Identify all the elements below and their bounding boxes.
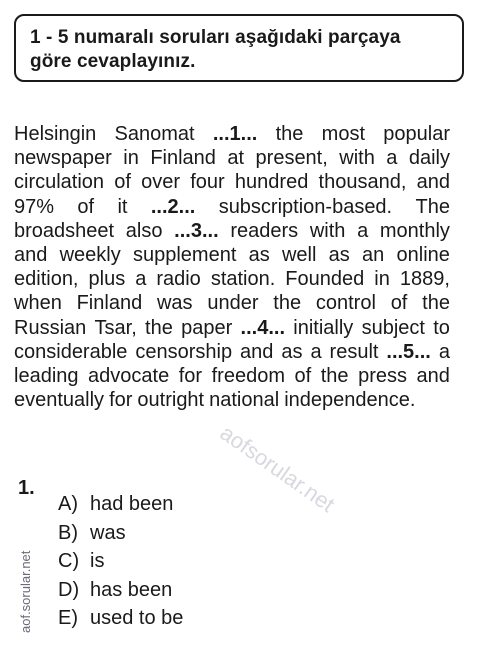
passage-word: Russian: [14, 316, 87, 339]
passage-word: station.: [210, 268, 276, 291]
option-letter: D): [58, 578, 80, 601]
passage-word: daily: [408, 147, 450, 170]
option-text: has been: [90, 578, 173, 601]
passage-word: over: [141, 171, 181, 194]
passage-word: as: [328, 244, 350, 267]
passage-word: ...3...: [174, 219, 219, 242]
passage-line: [14, 340, 450, 364]
option-letter: C): [58, 550, 80, 572]
passage-word: initially: [293, 316, 354, 339]
passage-word: Helsingin: [14, 123, 97, 145]
passage-word: the: [422, 292, 450, 315]
passage-word: radio: [156, 268, 201, 291]
passage-word: advocate: [88, 365, 170, 388]
option-c[interactable]: [58, 550, 183, 579]
passage-word: Sanomat: [114, 123, 195, 145]
passage-word: for: [178, 365, 203, 388]
passage-word: 1889,: [399, 268, 450, 291]
passage-word: with: [339, 147, 375, 170]
passage-word: of: [390, 292, 408, 315]
passage-word: monthly: [379, 219, 450, 242]
passage-word: and: [14, 244, 48, 267]
passage-word: considerable: [14, 340, 128, 363]
option-b[interactable]: [58, 522, 183, 551]
passage-word: result: [329, 340, 379, 363]
option-a[interactable]: [58, 493, 183, 522]
passage-word: press: [358, 365, 407, 388]
passage-word: as: [281, 340, 303, 363]
passage-word: The: [415, 195, 450, 218]
passage-word: and: [240, 340, 274, 363]
passage-word: ...5...: [386, 340, 431, 363]
passage-word: the: [273, 292, 302, 315]
passage-line: [14, 122, 450, 146]
option-text: is: [90, 550, 105, 572]
passage-word: plus: [88, 268, 126, 291]
passage-word: of: [294, 365, 312, 388]
option-letter: E): [58, 607, 78, 629]
passage-word: a: [135, 268, 147, 291]
passage-word: in: [123, 147, 139, 170]
passage-word: and: [416, 365, 450, 388]
passage-word: was: [156, 292, 193, 315]
option-e[interactable]: [58, 607, 183, 636]
passage-word: outright: [137, 389, 205, 412]
passage-word: ...1...: [212, 123, 258, 145]
option-letter: B): [58, 521, 78, 544]
reading-passage: [14, 122, 450, 412]
passage-line: [14, 364, 450, 388]
passage-word: popular: [383, 123, 450, 145]
passage-word: hundred: [234, 171, 309, 194]
passage-word: supplement: [132, 244, 237, 267]
passage-line: [14, 316, 450, 340]
option-text: had been: [90, 493, 174, 515]
passage-word: paper: [181, 316, 233, 339]
passage-word: the: [320, 365, 349, 388]
passage-word: with: [309, 219, 346, 242]
passage-word: a: [386, 147, 398, 170]
watermark-side: aof.sorular.net: [18, 550, 33, 633]
passage-word: national: [209, 389, 280, 412]
passage-line: [14, 291, 450, 315]
passage-word: subject: [361, 316, 425, 339]
passage-word: a: [357, 219, 369, 242]
passage-word: 97%: [14, 195, 55, 218]
option-text: used to be: [90, 607, 184, 629]
passage-word: readers: [230, 219, 299, 242]
instruction-box: [14, 14, 464, 82]
passage-word: independence.: [284, 389, 416, 412]
passage-word: four: [190, 171, 225, 194]
passage-line: [14, 170, 450, 194]
passage-word: it: [117, 195, 128, 218]
passage-line: [14, 195, 450, 219]
passage-word: to: [433, 316, 450, 339]
passage-word: a: [438, 340, 450, 363]
passage-word: circulation: [14, 171, 105, 194]
answer-options: [58, 493, 183, 636]
passage-word: Founded: [285, 268, 365, 291]
passage-word: for: [109, 389, 133, 412]
passage-word: subscription-based.: [218, 195, 393, 218]
passage-word: ...2...: [150, 195, 196, 218]
passage-line: [14, 243, 450, 267]
passage-word: weekly: [59, 244, 121, 267]
passage-word: online: [396, 244, 450, 267]
passage-word: the: [275, 123, 304, 145]
passage-word: and: [416, 171, 450, 194]
passage-line: [14, 388, 450, 412]
passage-word: eventually: [14, 389, 105, 412]
passage-word: thousand,: [318, 171, 407, 194]
passage-word: newspaper: [14, 147, 112, 170]
passage-line: [14, 146, 450, 170]
passage-word: most: [321, 123, 366, 145]
passage-word: broadsheet: [14, 219, 115, 242]
passage-word: freedom: [211, 365, 285, 388]
passage-word: an: [362, 244, 385, 267]
option-text: was: [90, 521, 126, 544]
passage-word: of: [77, 195, 95, 218]
instruction-line-2: göre cevaplayınız.: [30, 51, 196, 72]
passage-word: ...4...: [240, 316, 286, 339]
passage-word: censorship: [135, 340, 233, 363]
question-number: 1.: [18, 477, 35, 499]
passage-word: in: [374, 268, 390, 291]
passage-word: Finland: [76, 292, 143, 315]
passage-word: present,: [255, 147, 328, 170]
passage-word: at: [227, 147, 245, 170]
passage-word: Tsar,: [94, 316, 137, 339]
passage-word: also: [125, 219, 163, 242]
passage-word: under: [207, 292, 259, 315]
passage-word: well: [281, 244, 317, 267]
passage-word: control: [315, 292, 376, 315]
passage-word: Finland: [150, 147, 216, 170]
passage-word: the: [145, 316, 173, 339]
passage-word: of: [114, 171, 131, 194]
passage-word: edition,: [14, 268, 79, 291]
passage-word: a: [310, 340, 322, 363]
passage-word: as: [248, 244, 270, 267]
passage-line: [14, 219, 450, 243]
instruction-line-1: 1 - 5 numaralı soruları aşağıdaki parçaya: [30, 27, 401, 48]
option-letter: A): [58, 493, 78, 515]
passage-word: when: [14, 292, 62, 315]
option-d[interactable]: [58, 579, 183, 608]
passage-line: [14, 267, 450, 291]
watermark-diagonal: aofsorular.net: [215, 420, 340, 517]
passage-word: leading: [14, 365, 79, 388]
